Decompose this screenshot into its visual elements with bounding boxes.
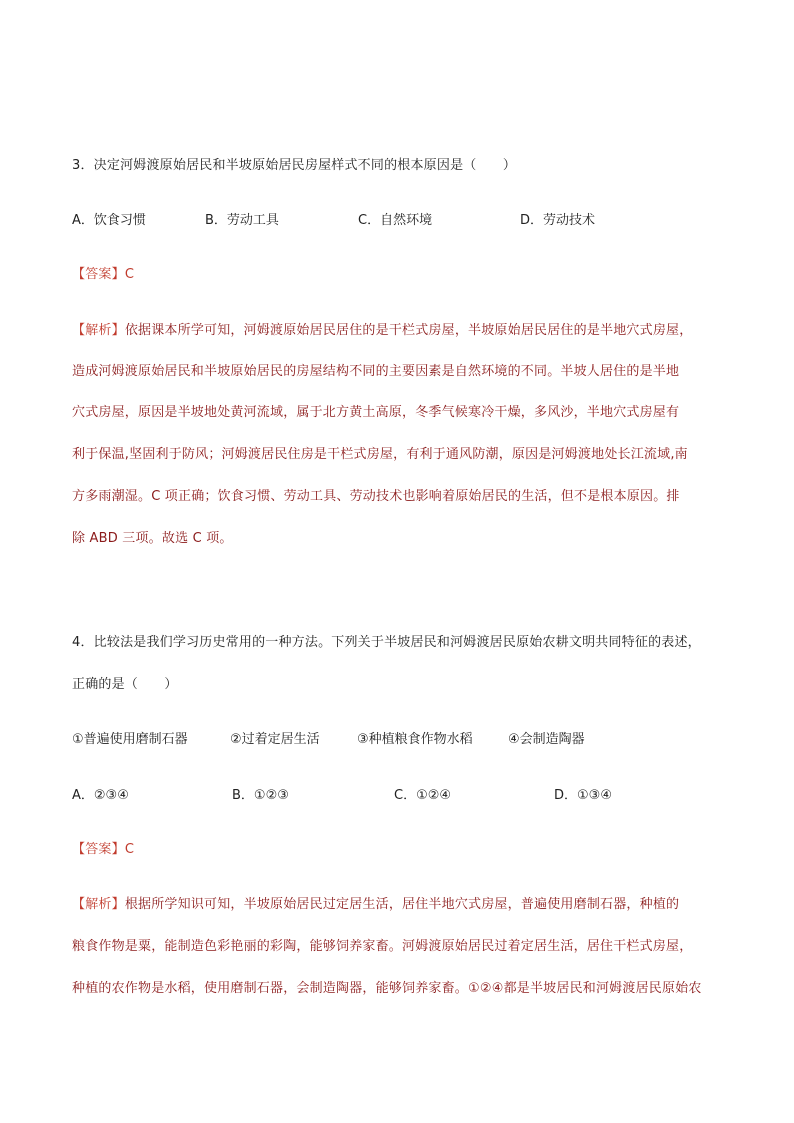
q3-option-c: C．自然环境 [358, 213, 433, 228]
analysis-label: 【解析】 [72, 897, 125, 912]
q4-analysis-line: 粮食作物是粟，能制造色彩艳丽的彩陶，能够饲养家畜。河姆渡原始居民过着定居生活，居住干栏式房屋， [72, 939, 693, 954]
q4-option-c: C．①②④ [394, 788, 452, 803]
answer-label: 【答案】 [72, 842, 125, 857]
answer-value: C [124, 842, 135, 857]
question-4-text: 正确的是（ ） [72, 677, 178, 692]
q4-answer [72, 842, 134, 858]
analysis-text: 依据课本所学可知，河姆渡原始居民居住的是干栏式房屋，半坡原始居民居住的是半地穴式房屋， [124, 323, 693, 338]
q4-statement-2: ②过着定居生活 [230, 732, 320, 747]
q3-analysis-line: 除 ABD 三项。故选 C 项。 [72, 531, 233, 546]
q4-analysis-line: 种植的农作物是水稻，使用磨制石器，会制造陶器，能够饲养家畜。①②④都是半坡居民和河姆渡居民原始农 [72, 981, 702, 996]
answer-label: 【答案】 [72, 267, 125, 282]
q4-option-d: D．①③④ [554, 788, 612, 803]
answer-value: C [124, 267, 135, 282]
q3-analysis-line: 造成河姆渡原始居民和半坡原始居民的房屋结构不同的主要因素是自然环境的不同。半坡人居住的是半地 [72, 364, 680, 379]
q3-answer [72, 267, 134, 283]
q3-analysis-line: 穴式房屋，原因是半坡地处黄河流域，属于北方黄土高原，冬季气候寒冷干燥，多风沙，半地穴式房屋有 [72, 405, 680, 420]
q4-statement-3: ③种植粮食作物水稻 [357, 732, 473, 747]
question-4-text: 4．比较法是我们学习历史常用的一种方法。下列关于半坡居民和河姆渡居民原始农耕文明共同特征的表述， [72, 635, 701, 650]
analysis-text: 根据所学知识可知，半坡原始居民过定居生活，居住半地穴式房屋，普遍使用磨制石器，种植的 [124, 897, 680, 912]
q3-analysis-line [72, 323, 692, 339]
q4-statement-4: ④会制造陶器 [508, 732, 585, 747]
q3-option-d: D．劳动技术 [520, 213, 596, 228]
q4-option-b: B．①②③ [232, 788, 289, 803]
question-3-text: 3．决定河姆渡原始居民和半坡原始居民房屋样式不同的根本原因是（ ） [72, 158, 517, 173]
q4-statement-1: ①普遍使用磨制石器 [72, 732, 188, 747]
q3-analysis-line: 利于保温,坚固利于防风；河姆渡居民住房是干栏式房屋，有利于通风防潮，原因是河姆渡地处长江流域,南 [72, 447, 688, 462]
q3-option-a: A．饮食习惯 [72, 213, 146, 228]
q4-option-a: A．②③④ [72, 788, 129, 803]
q3-analysis-line: 方多雨潮湿。C 项正确；饮食习惯、劳动工具、劳动技术也影响着原始居民的生活，但不是根本原因。排 [72, 489, 680, 504]
q4-analysis-line [72, 897, 679, 913]
analysis-label: 【解析】 [72, 323, 125, 338]
q3-option-b: B．劳动工具 [205, 213, 279, 228]
